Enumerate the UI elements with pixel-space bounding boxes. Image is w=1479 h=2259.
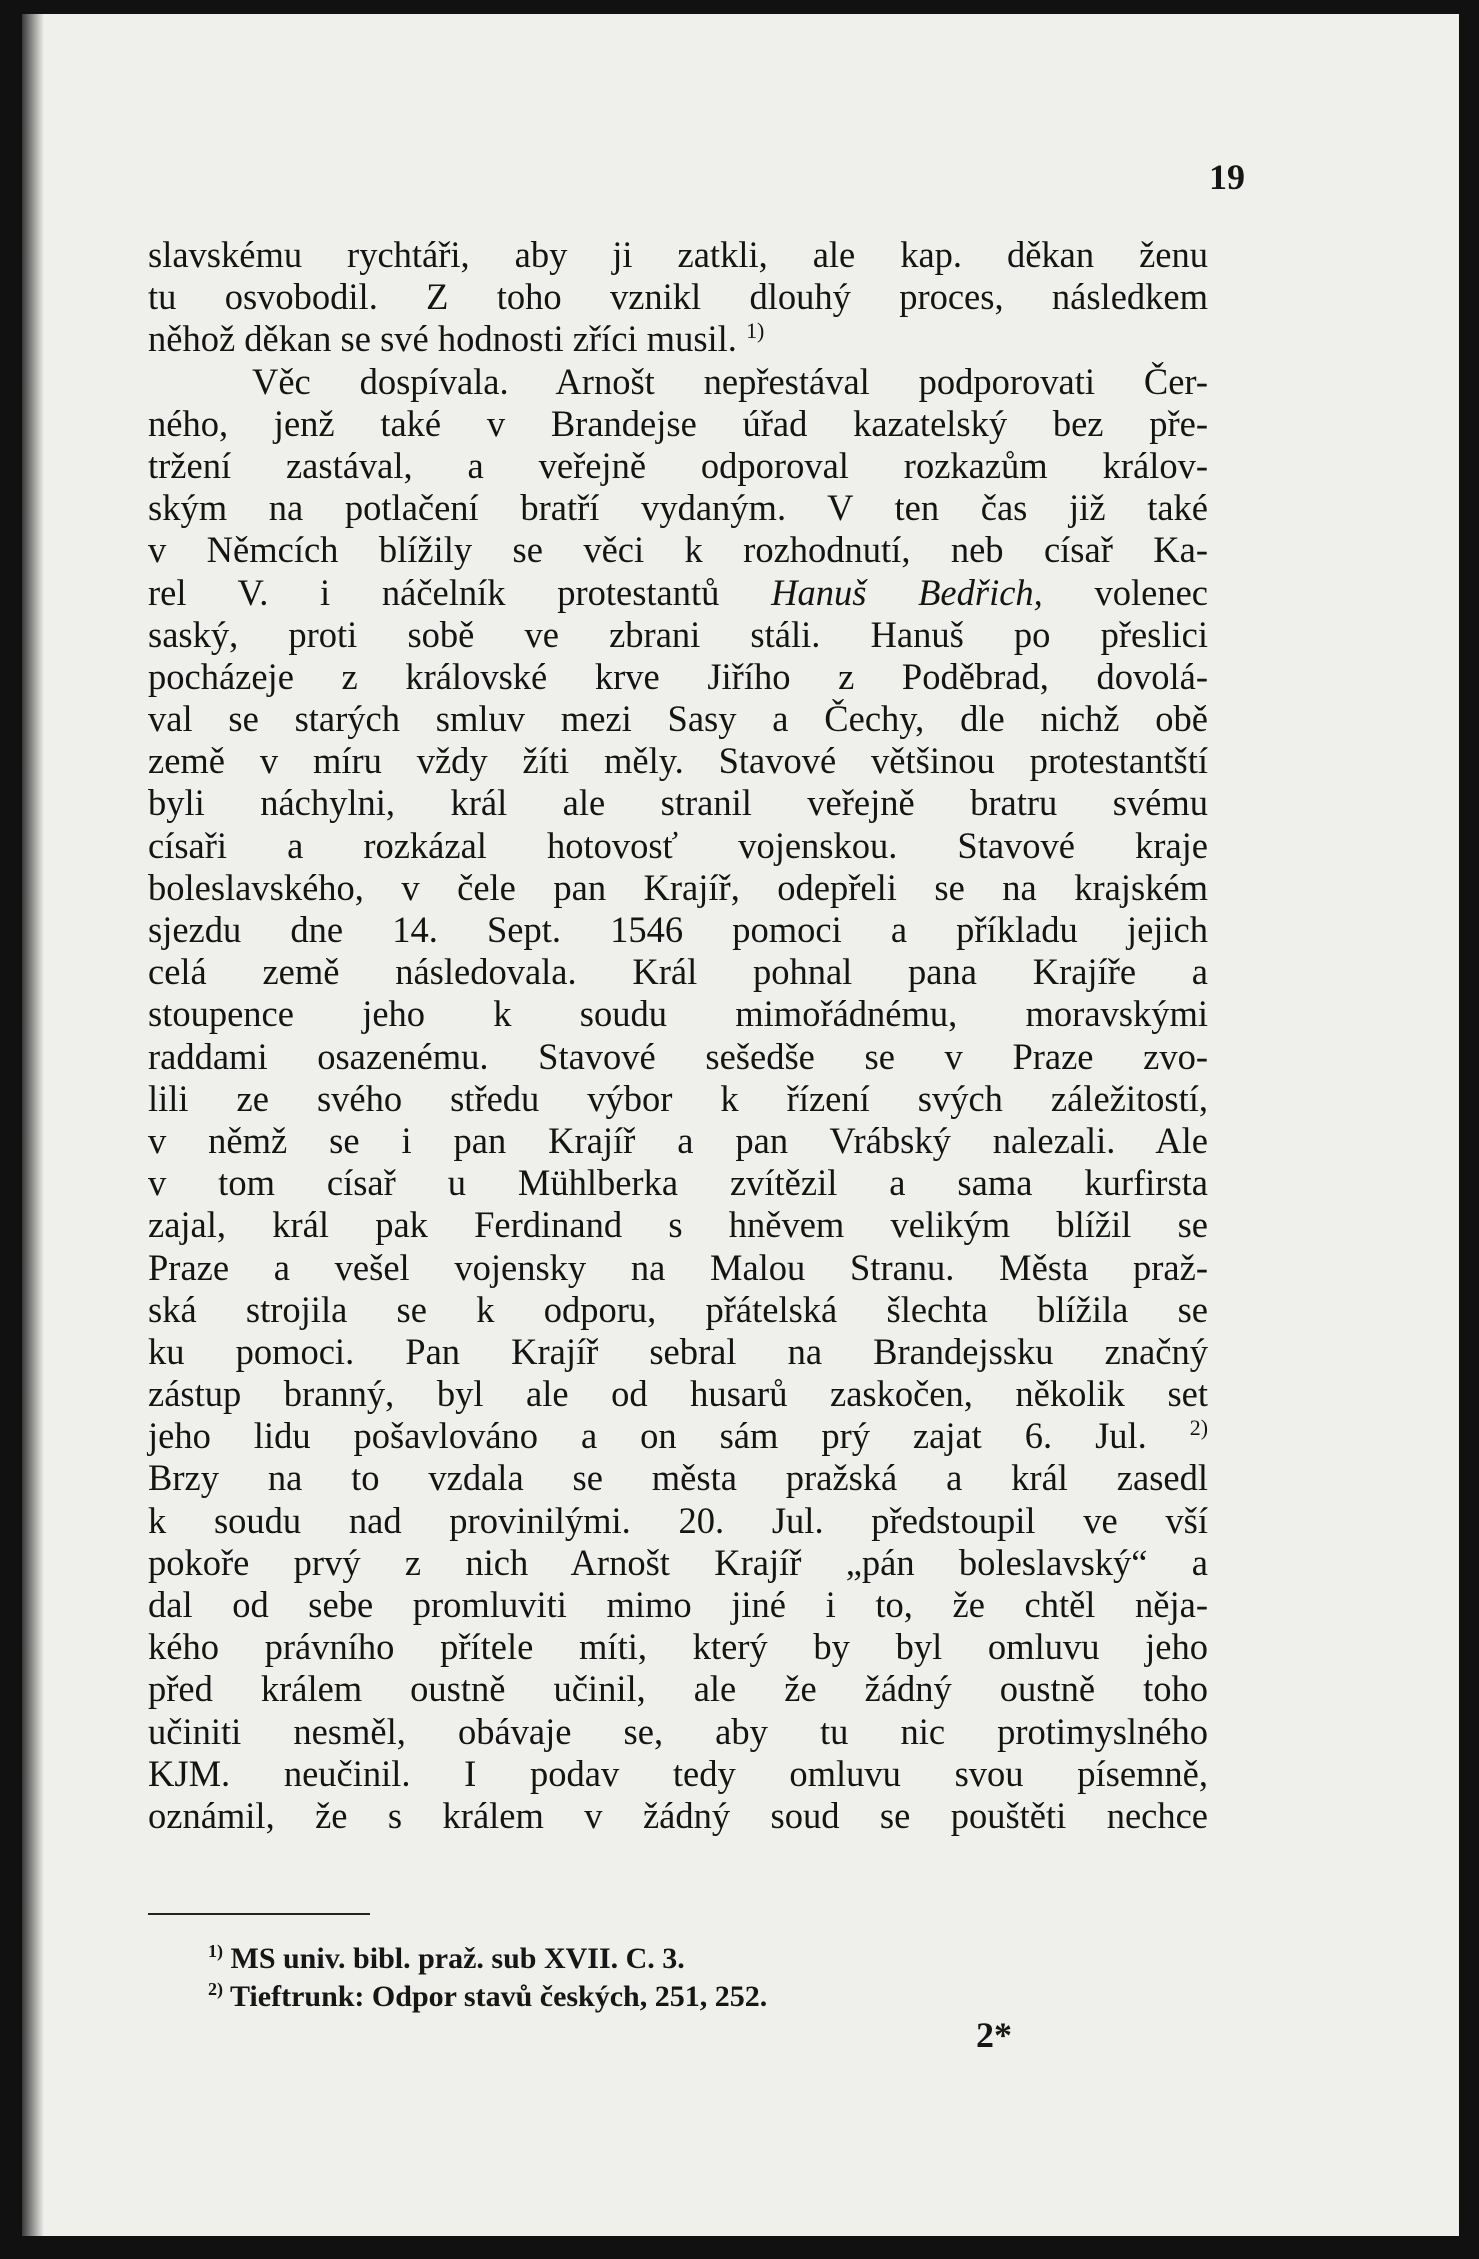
text-line: ného, jenž také v Brandejse úřad kazatelský bez pře- (148, 402, 1208, 444)
text-line: raddami osazenému. Stavové sešedše se v Praze zvo- (148, 1035, 1208, 1077)
text-line: v němž se i pan Krajíř a pan Vrábský nalezali. Ale (148, 1119, 1208, 1161)
footnote-separator (148, 1913, 370, 1915)
text-line: celá země následovala. Král pohnal pana Krajíře a (148, 951, 1208, 993)
text-line: země v míru vždy žíti měly. Stavové většinou protestantští (148, 740, 1208, 782)
text-line: císaři a rozkázal hotovosť vojenskou. Stavové kraje (148, 824, 1208, 866)
text-line: saský, proti sobě ve zbrani stáli. Hanuš po přeslici (148, 613, 1208, 655)
text-line: lili ze svého středu výbor k řízení svých záležitostí, (148, 1077, 1208, 1119)
text-line: v tom císař u Mühlberka zvítězil a sama kurfirsta (148, 1162, 1208, 1204)
text-line: Věc dospívala. Arnošt nepřestával podporovati Čer- (252, 360, 1208, 402)
text-line: pocházeje z královské krve Jiřího z Poděbrad, dovolá- (148, 655, 1208, 697)
text-line: jeho lidu pošavlováno a on sám prý zajat 6. Jul. $^{2)}$ (148, 1415, 1209, 1457)
text-line: sjezdu dne 14. Sept. 1546 pomoci a příkladu jejich (148, 909, 1208, 950)
text-line: Brzy na to vzdala se města pražská a král zasedl (148, 1457, 1208, 1499)
body-text (148, 234, 1208, 1837)
text-line: boleslavského, v čele pan Krajíř, odepřeli se na krajském (148, 866, 1208, 908)
footnotes (208, 1940, 767, 2016)
footnote-text: Tieftrunk: Odpor stavů českých, 251, 252. (229, 1980, 768, 2013)
footnote-marker: 2) (208, 1979, 223, 2000)
page-number: 19 (1209, 157, 1245, 197)
text-line: slavskému rychtáři, aby ji zatkli, ale kap. děkan ženu (148, 234, 1208, 275)
text-line: ská strojila se k odporu, přátelská šlechta blížila se (148, 1288, 1208, 1330)
footnote (208, 1978, 767, 2016)
footnote-text: MS univ. bibl. praž. sub XVII. C. 3. (230, 1942, 685, 1975)
text-line: rel V. i náčelník protestantů Hanuš Bedřich, volenec (148, 571, 1208, 613)
text-line: ku pomoci. Pan Krajíř sebral na Brandejssku značný (148, 1330, 1208, 1372)
text-line: ským na potlačení bratří vydaným. V ten čas již také (148, 487, 1208, 529)
text-line: KJM. neučinil. I podav tedy omluvu svou písemně, (148, 1752, 1208, 1794)
footnote-marker: 1) (208, 1941, 223, 1962)
text-line: něhož děkan se své hodnosti zříci musil. $^{1)}$ (148, 318, 765, 360)
emphasized-name: Hanuš Bedřich, (771, 571, 1043, 613)
text-line: tu osvobodil. Z toho vznikl dlouhý proces, následkem (148, 276, 1208, 318)
text-line: před králem oustně učinil, ale že žádný oustně toho (148, 1668, 1208, 1710)
text-line: zajal, král pak Ferdinand s hněvem velikým blížil se (148, 1204, 1208, 1246)
text-line: val se starých smluv mezi Sasy a Čechy, dle nichž obě (148, 698, 1208, 740)
text-line: pokoře prvý z nich Arnošt Krajíř „pán boleslavský“ a (148, 1541, 1208, 1583)
text-line: učiniti nesměl, obávaje se, aby tu nic protimyslného (148, 1710, 1208, 1752)
text-line: dal od sebe promluviti mimo jiné i to, že chtěl něja- (148, 1584, 1208, 1625)
footnote (208, 1940, 767, 1978)
text-line: kého právního přítele míti, který by byl omluvu jeho (148, 1626, 1208, 1668)
footnote-reference: 1) (746, 318, 765, 344)
text-line: Praze a vešel vojensky na Malou Stranu. Města praž- (148, 1246, 1208, 1288)
text-line: k soudu nad provinilými. 20. Jul. předstoupil ve vší (148, 1499, 1208, 1541)
text-line: tržení zastával, a veřejně odporoval rozkazům králov- (148, 444, 1208, 486)
text-line: zástup branný, byl ale od husarů zaskočen, několik set (148, 1373, 1208, 1415)
text-line: v Němcích blížily se věci k rozhodnutí, neb císař Ka- (148, 529, 1208, 571)
text-line: stoupence jeho k soudu mimořádnému, moravskými (148, 993, 1208, 1035)
footnote-reference: 2) (1189, 1415, 1209, 1441)
text-line: oznámil, že s králem v žádný soud se pouštěti nechce (148, 1794, 1208, 1836)
page-gutter-shadow (22, 14, 44, 2236)
signature-mark: 2* (976, 2015, 1012, 2055)
text-line: byli náchylni, král ale stranil veřejně bratru svému (148, 782, 1208, 824)
